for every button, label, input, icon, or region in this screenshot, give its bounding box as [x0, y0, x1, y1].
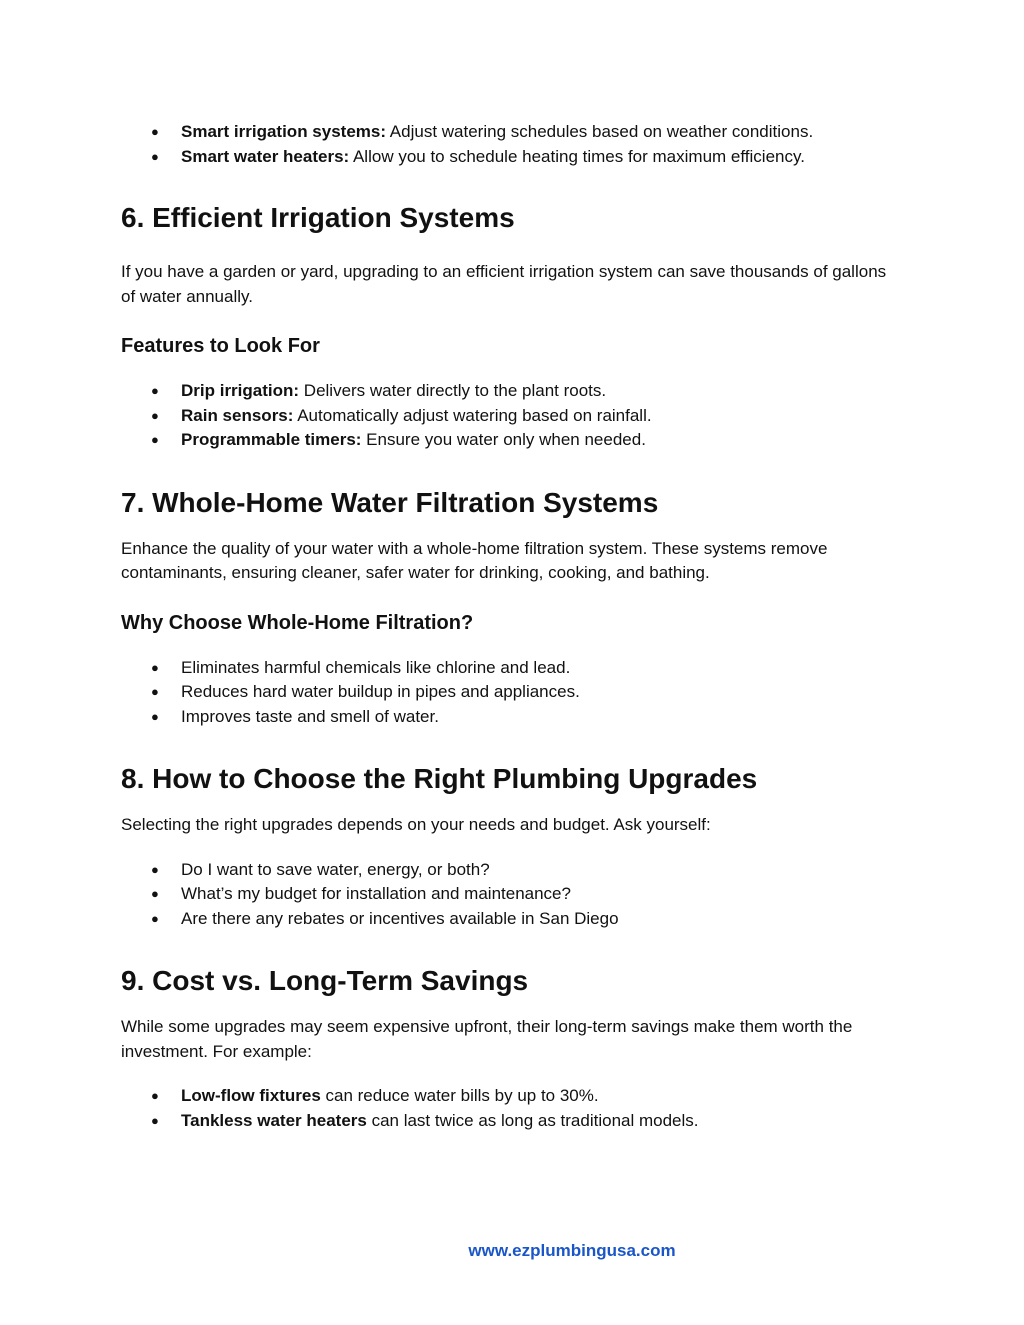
section-9-heading: 9. Cost vs. Long-Term Savings: [121, 965, 529, 996]
list-item: ● Programmable timers: Ensure you water only when needed.: [121, 428, 901, 453]
bullet-icon: ●: [151, 659, 159, 675]
list-item: ● Tankless water heaters can last twice as long as traditional models.: [121, 1109, 901, 1134]
bullet-icon: ●: [151, 383, 159, 398]
list-item: ● Low-flow fixtures can reduce water bills by up to 30%.: [121, 1084, 901, 1109]
bullet-icon: ●: [151, 407, 159, 423]
bullet-icon: ●: [151, 886, 159, 901]
list-item: ● Eliminates harmful chemicals like chlorine and lead.: [121, 656, 901, 681]
section-9-paragraph: While some upgrades may seem expensive upfront, their long-term savings make them worth the investment. For example:: [121, 1017, 853, 1061]
section-7-list: [121, 656, 901, 730]
bullet-icon: ●: [151, 148, 159, 164]
bullet-icon: ●: [151, 432, 159, 447]
section-7-paragraph: Enhance the quality of your water with a whole-home filtration system. These systems remove contaminants, ensuring cleaner, safer water for drinking, cooking, and bathing.: [121, 538, 828, 582]
list-item: ● What’s my budget for installation and maintenance?: [121, 882, 901, 907]
section-7-heading: 7. Whole-Home Water Filtration Systems: [121, 486, 659, 518]
list-item: ● Drip irrigation: Delivers water directly to the plant roots.: [121, 379, 901, 404]
section-8-heading: 8. How to Choose the Right Plumbing Upgrades: [121, 763, 758, 794]
list-item: ● Are there any rebates or incentives available in San Diego: [121, 907, 901, 932]
bullet-icon: ●: [151, 684, 159, 699]
document-content: [121, 120, 901, 1133]
bullet-icon: ●: [151, 910, 159, 926]
bullet-icon: ●: [151, 708, 159, 724]
section-8-list: [121, 858, 901, 932]
bullet-icon: ●: [151, 1088, 159, 1103]
list-item: ● Improves taste and smell of water.: [121, 705, 901, 730]
section-6-heading: 6. Efficient Irrigation Systems: [121, 202, 515, 233]
list-item: ● Smart irrigation systems: Adjust watering schedules based on weather conditions.: [121, 120, 901, 145]
bullet-icon: ●: [151, 124, 159, 139]
section-9-list: [121, 1084, 901, 1133]
section-6-paragraph: If you have a garden or yard, upgrading to an efficient irrigation system can save thousands of gallons of water annually.: [121, 262, 887, 306]
list-item: ● Reduces hard water buildup in pipes and appliances.: [121, 680, 901, 705]
list-item: ● Rain sensors: Automatically adjust watering based on rainfall.: [121, 404, 901, 429]
bullet-icon: ●: [151, 861, 159, 877]
list-item: ● Smart water heaters: Allow you to schedule heating times for maximum efficiency.: [121, 145, 901, 170]
list-item: ● Do I want to save water, energy, or both?: [121, 858, 901, 883]
section-8-paragraph: Selecting the right upgrades depends on your needs and budget. Ask yourself:: [121, 815, 711, 834]
bullet-icon: ●: [151, 1112, 159, 1128]
section-6-subheading: Features to Look For: [121, 335, 320, 357]
section-7-subheading: Why Choose Whole-Home Filtration?: [121, 611, 474, 634]
footer-website-link[interactable]: www.ezplumbingusa.com: [468, 1241, 676, 1260]
section-6-list: [121, 379, 901, 453]
intro-list: [121, 120, 901, 169]
